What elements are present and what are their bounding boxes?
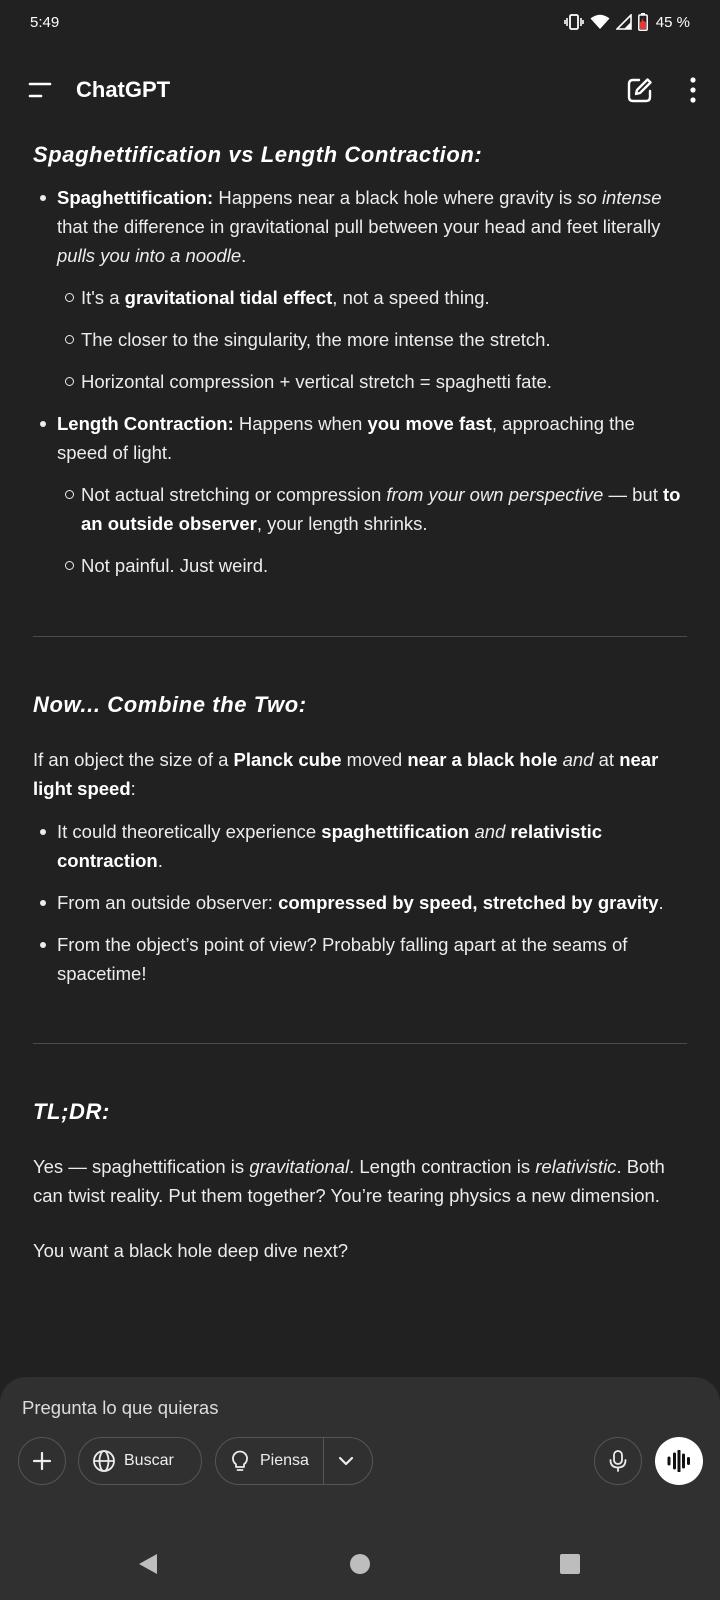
status-bar xyxy=(0,0,720,44)
composer xyxy=(0,1377,720,1527)
bold-text: compressed by speed, stretched by gravity xyxy=(278,892,659,913)
italic-text: so intense xyxy=(577,187,662,208)
section-heading: TL;DR: xyxy=(33,1099,110,1124)
edit-icon xyxy=(626,76,654,104)
lightbulb-icon xyxy=(228,1449,252,1473)
microphone-button[interactable] xyxy=(594,1437,642,1485)
text: moved xyxy=(341,749,408,770)
list-item xyxy=(57,817,687,875)
text: If an object the size of a xyxy=(33,749,234,770)
text: It's a xyxy=(81,287,125,308)
text: . Both can twist reality. Put them together? You’re tearing physics a new dimension. xyxy=(33,1156,665,1206)
home-circle-icon xyxy=(350,1554,370,1574)
system-navigation-bar xyxy=(0,1527,720,1600)
bullet-list xyxy=(33,817,687,988)
status-time: 5:49 xyxy=(30,13,60,31)
italic-text: and xyxy=(474,821,506,842)
sub-list xyxy=(57,480,687,580)
list-item xyxy=(81,480,687,538)
list-item: The closer to the singularity, the more intense the stretch. xyxy=(81,325,687,354)
bold-text: Spaghettification: xyxy=(57,187,214,208)
more-vert-icon xyxy=(688,76,698,104)
back-button[interactable] xyxy=(137,1552,159,1576)
status-icons xyxy=(564,13,690,31)
bold-text: relativistic contraction xyxy=(57,821,602,871)
text: . xyxy=(658,892,664,913)
paragraph xyxy=(33,745,687,803)
new-chat-button[interactable] xyxy=(626,76,654,104)
menu-button[interactable] xyxy=(24,75,54,105)
text: , approaching the speed of light. xyxy=(57,413,635,463)
text: . Length contraction is xyxy=(349,1156,536,1177)
voice-waveform-icon xyxy=(666,1450,692,1472)
back-triangle-icon xyxy=(137,1552,159,1576)
text: From an outside observer: xyxy=(57,892,279,913)
divider xyxy=(33,1043,687,1044)
bold-text: near a black hole xyxy=(407,749,558,770)
app-title: ChatGPT xyxy=(76,77,171,102)
plus-icon xyxy=(32,1451,52,1471)
battery-icon xyxy=(638,13,648,31)
text: , not a speed thing. xyxy=(332,287,490,308)
recents-square-icon xyxy=(560,1554,580,1574)
text: — but xyxy=(603,484,663,505)
bold-text: you move fast xyxy=(367,413,492,434)
voice-mode-button[interactable] xyxy=(655,1437,703,1485)
italic-text: from your own perspective xyxy=(386,484,604,505)
text: , your length shrinks. xyxy=(256,513,428,534)
search-button[interactable] xyxy=(78,1437,202,1485)
italic-text: relativistic xyxy=(535,1156,617,1177)
search-label: Buscar xyxy=(124,1452,174,1469)
vibrate-icon xyxy=(564,14,584,30)
text: It could theoretically experience xyxy=(57,821,322,842)
add-button[interactable] xyxy=(18,1437,66,1485)
home-button[interactable] xyxy=(350,1554,370,1574)
think-options-dropdown[interactable] xyxy=(324,1456,368,1466)
text: : xyxy=(130,778,136,799)
bold-text: gravitational tidal effect xyxy=(124,287,333,308)
chat-response xyxy=(33,140,687,1265)
bold-text: Length Contraction: xyxy=(57,413,234,434)
text: Not actual stretching or compression xyxy=(81,484,387,505)
message-input[interactable] xyxy=(22,1397,662,1419)
section-heading: Spaghettification vs Length Contraction: xyxy=(33,142,483,167)
think-button[interactable] xyxy=(215,1437,373,1485)
battery-level: 45 % xyxy=(655,13,690,31)
list-item xyxy=(57,888,687,917)
list-item xyxy=(57,183,687,396)
text: . xyxy=(241,245,247,266)
app-header xyxy=(0,60,720,120)
chevron-down-icon xyxy=(338,1456,354,1466)
more-options-button[interactable] xyxy=(688,76,698,104)
menu-icon xyxy=(26,80,52,100)
list-item: From the object’s point of view? Probably falling apart at the seams of spacetime! xyxy=(57,930,687,988)
text: . xyxy=(157,850,163,871)
bullet-list xyxy=(33,183,687,580)
think-label: Piensa xyxy=(260,1452,309,1469)
sub-list xyxy=(57,283,687,396)
signal-icon xyxy=(616,14,632,30)
paragraph xyxy=(33,1152,687,1210)
italic-text: pulls you into a noodle xyxy=(57,245,242,266)
italic-text: and xyxy=(562,749,594,770)
italic-text: gravitational xyxy=(249,1156,350,1177)
bold-text: near light speed xyxy=(33,749,659,799)
text: at xyxy=(593,749,620,770)
recents-button[interactable] xyxy=(560,1554,580,1574)
wifi-icon xyxy=(590,14,610,30)
divider xyxy=(33,636,687,637)
text: Happens when xyxy=(233,413,368,434)
list-item xyxy=(81,283,687,312)
globe-icon xyxy=(92,1449,116,1473)
text: Happens near a black hole where gravity is xyxy=(213,187,578,208)
header-actions xyxy=(626,76,698,104)
text: Yes — spaghettification is xyxy=(33,1156,250,1177)
list-item xyxy=(57,409,687,580)
list-item: Not painful. Just weird. xyxy=(81,551,687,580)
text: that the difference in gravitational pull between your head and feet literally xyxy=(57,216,661,237)
section-heading: Now... Combine the Two: xyxy=(33,692,307,717)
bold-text: Planck cube xyxy=(233,749,342,770)
bold-text: spaghettification xyxy=(321,821,470,842)
list-item: Horizontal compression + vertical stretch = spaghetti fate. xyxy=(81,367,687,396)
bold-text: to an outside observer xyxy=(81,484,681,534)
microphone-icon xyxy=(607,1449,629,1473)
paragraph: You want a black hole deep dive next? xyxy=(33,1240,349,1261)
